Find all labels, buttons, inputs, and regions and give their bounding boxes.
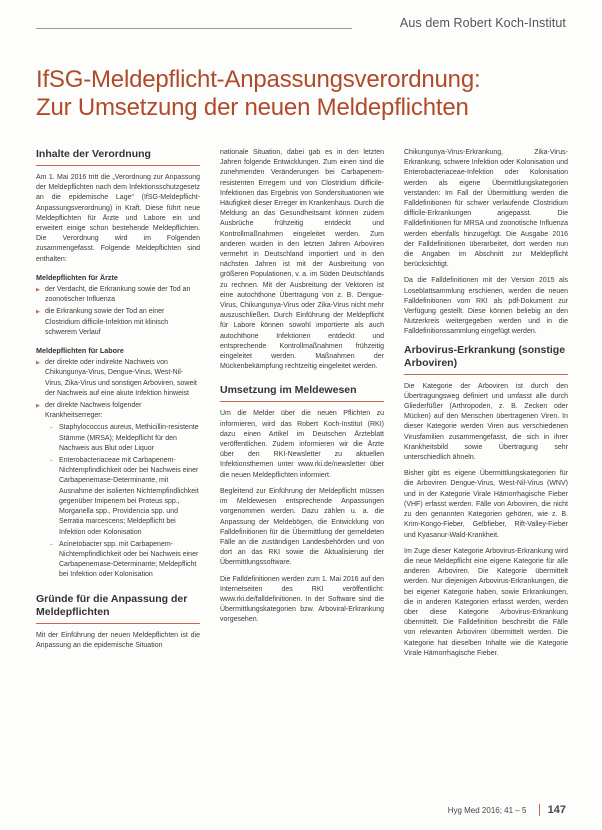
paragraph: Um die Melder über die neuen Pflichten zu informieren, wird das Robert Koch-Institut (RKI) dazu einen Artikel im Deutschen Ärzteblatt veröffentlichen. Zudem informieren wir die Ärzte über den RKI-Newsletter zu aktuellen Infektionsthemen unter www.rki.de/newsletter über die neuen Meldepflichten informiert. bbox=[220, 410, 384, 479]
heading-arbovirus: Arbovirus-Erkrankung (sonstige Arboviren) bbox=[404, 344, 568, 375]
list-item: – Staphylococcus aureus, Methicillin-resistente Stämme (MRSA); Meldepflicht für den Nachweis aus Blut oder Liquor bbox=[45, 423, 200, 454]
list-item: ▶ der direkte oder indirekte Nachweis von Chikungunya-Virus, Dengue-Virus, West-Nil-Virus, Zika-Virus und sonstigen Arboviren, soweit der Nachweis auf eine akute Infektion hinweist bbox=[36, 358, 200, 399]
article-title bbox=[36, 66, 576, 122]
section-label: Aus dem Robert Koch-Institut bbox=[399, 16, 566, 30]
paragraph: Chikungunya-Virus-Erkrankung, Zika-Virus-Erkrankung, schwere Infektion oder Kolonisation und Enterobacteriaceae-Infektion oder Kolonisation werden als eigene Übermittlungskategorien verstanden: Im Fall der Übermittlung werden die Falldefinitionen für schwer verlaufende Clostridium difficile-Erkrankungen angepasst. Die Falldefinitionen für MRSA und zoonotische Influenza werden ebenfalls hinzugefügt. Die Ausgabe 2016 der Falldefinitionen überarbeitet, dort werden nun die Angaben im Abschnitt zur Meldepflicht berücksichtigt. bbox=[404, 149, 568, 269]
heading-labore: Meldepflichten für Labore bbox=[36, 346, 124, 356]
column-2 bbox=[220, 148, 384, 810]
list-item: – Enterobacteriaceae mit Carbapenem-Nichtempfindlichkeit oder bei Nachweis einer Carbapenemase-Determinante, mit Ausnahme der isolierten Nichtempfindlichkeit gegenüber Imipenem bei Proteus spp., Morganella spp., Providencia spp. und Serratia marcescens; Meldepflicht bei Infektion oder Kolonisation bbox=[45, 456, 200, 538]
heading-anpassung: Gründe für die Anpassung der Meldepflichten bbox=[36, 593, 200, 624]
heading-aerzte: Meldepflichten für Ärzte bbox=[36, 272, 118, 282]
erreger-list bbox=[45, 423, 200, 580]
list-item-text: der direkte Nachweis folgender Krankheitserreger: bbox=[45, 402, 142, 420]
heading-inhalte: Inhalte der Verordnung bbox=[36, 148, 200, 166]
intro-paragraph: Am 1. Mai 2016 tritt die „Verordnung zur Anpassung der Meldepflichten nach dem Infektionsschutzgesetz an die epidemische Lage“ (IfSG-Meldepflicht-Anpassungsverordnung) in Kraft. Diese führt neue Meldepflichten für Ärzte und Labore ein und erweitert einige schon bestehende Meldepflichten. Die Verordnung wird im Folgenden zusammengefasst. Folgende Meldepflichten sind enthalten: bbox=[36, 174, 200, 263]
column-1 bbox=[36, 148, 200, 810]
paragraph: Begleitend zur Einführung der Meldepflicht müssen im Meldewesen entsprechende Anpassungen vorgenommen werden. Dazu zählen u. a. die Anpassung der Meldebögen, die Entwicklung von Falldefinitionen für die Übermittlung der gemeldeten Fälle an die zuständigen Landesbehörden und von dort an das RKI sowie die Aktualisierung der Übermittlungssoftware. bbox=[220, 487, 384, 567]
paragraph: Bisher gibt es eigene Übermittlungskategorien für die Arboviren Dengue-Virus, West-Nil-Virus (WNV) und in der Kategorie Virale Hämorrhagische Fieber (VHF) erfasst werden. Fälle von Arboviren, die nicht zu den genannten Kategorien gehören, wie z. B. Krim-Kongo-Fieber, Gelbfieber, Rift-Valley-Fieber und Kyasanur-Wald-Krankheit. bbox=[404, 470, 568, 539]
title-line-1: IfSG-Meldepflicht-Anpassungsverordnung: bbox=[36, 66, 481, 93]
column-3 bbox=[404, 148, 568, 810]
labore-list bbox=[36, 358, 200, 580]
paragraph: nationale Situation, dabei gab es in den letzten Jahren folgende Entwicklungen. Zum einen sind die zunehmenden Veränderungen bei Carbapenem-resistenten Erregern und von Clostridium difficile-Infektionen das Ergebnis von Sondersituationen wie Häufigkeit dieser Erreger im Krankenhaus. Durch die Meldung an das Gesundheitsamt können zudem Ausbrüche frühzeitig entdeckt und Kontrollmaßnahmen eingeleitet werden. Zum anderen wurden in den letzten Jahren Arboviren vermehrt in Deutschland importiert und in den nächsten Jahren ist mit der Ausbreitung von größeren Populationen, v. a. im Süden Deutschlands zu rechnen. Mit der Ausbreitung der Vektoren ist eine autochthone Übertragung von z. B. Dengue-Virus, Chikungunya-Virus oder Zika-Virus nicht mehr auszuschließen. Durch Einführung der Meldepflicht für Labore können sowohl importierte als auch autochthone Infektionen entdeckt und entsprechende Kontrollmaßnahmen frühzeitig eingeleitet werden. Maßnahmen der Mückenbekämpfung rechtzeitig eingeleitet werden. bbox=[220, 149, 384, 371]
paragraph: Die Falldefinitionen werden zum 1. Mai 2016 auf den Internetseiten des RKI veröffentlicht: www.rki.de/falldefinitionen. In der Software sind die Übermittlungskategorien bzw. Arboviral-Erkrankung vorgesehen. bbox=[220, 575, 384, 624]
article-body bbox=[36, 148, 568, 810]
header-rule bbox=[36, 28, 352, 29]
list-item bbox=[36, 401, 200, 580]
aerzte-list bbox=[36, 285, 200, 338]
page-number: 147 bbox=[539, 804, 566, 816]
journal-citation: Hyg Med 2016; 41 – 5 bbox=[447, 806, 527, 815]
paragraph: Die Kategorie der Arboviren ist durch den Übertragungsweg definiert und umfasst alle durch Gliederfüßer (Arthropoden, z. B. Zecken oder Mücken) auf den Menschen übertragenen Viren. In dieser Kategorie werden Viren aus verschiedenen Virusfamilien zusammengefasst, die sich in ihrer Krankheitsbild sowie Übertragung sehr unterschiedlich ähneln. bbox=[404, 382, 568, 462]
title-line-2: Zur Umsetzung der neuen Meldepflichten bbox=[36, 94, 469, 121]
paragraph: Im Zuge dieser Kategorie Arbovirus-Erkrankung wird die neue Meldepflicht eine eigene Kategorie für alle anderen Arboviren. Die Kategorie übermittelt werden. Nur diejenigen Arbovirus-Erkrankungen, die bei eigener Kategorie haben, sowie Erkrankungen, die in anderen Kategorien erfasst werden, werden über diese Kategorie Arbovirus-Erkrankung übermittelt. Die Falldefinition beschreibt die Fälle von relevanten Arboviren übermittelt werden. Die Kategorie hat dieselben Inhalte wie die Kategorie Virale Hämorrhagische Fieber. bbox=[404, 547, 568, 657]
heading-meldewesen: Umsetzung im Meldewesen bbox=[220, 384, 384, 402]
list-item: ▶ der Verdacht, die Erkrankung sowie der Tod an zoonotischer Influenza bbox=[36, 285, 200, 305]
paragraph: Da die Falldefinitionen mit der Version 2015 als Loseblattsammlung erschienen, werden die neuen Falldefinitionen vom RKI als pdf-Dokument zur Verfügung gestellt. Diese können beliebig an den Nutzerkreis weitergegeben werden und in die Falldefinitionssammlung eingefügt werden. bbox=[404, 277, 568, 336]
list-item: – Acinetobacter spp. mit Carbapenem-Nichtempfindlichkeit oder bei Nachweis einer Carbapenemase-Determinante; Meldepflicht bei Infektion oder Kolonisation bbox=[45, 540, 200, 581]
page-footer bbox=[448, 804, 566, 816]
list-item: ▶ die Erkrankung sowie der Tod an einer Clostridium difficile-Infektion mit klinisch schwerem Verlauf bbox=[36, 307, 200, 338]
anpassung-paragraph: Mit der Einführung der neuen Meldepflichten ist die Anpassung an die epidemische Situation bbox=[36, 631, 200, 649]
